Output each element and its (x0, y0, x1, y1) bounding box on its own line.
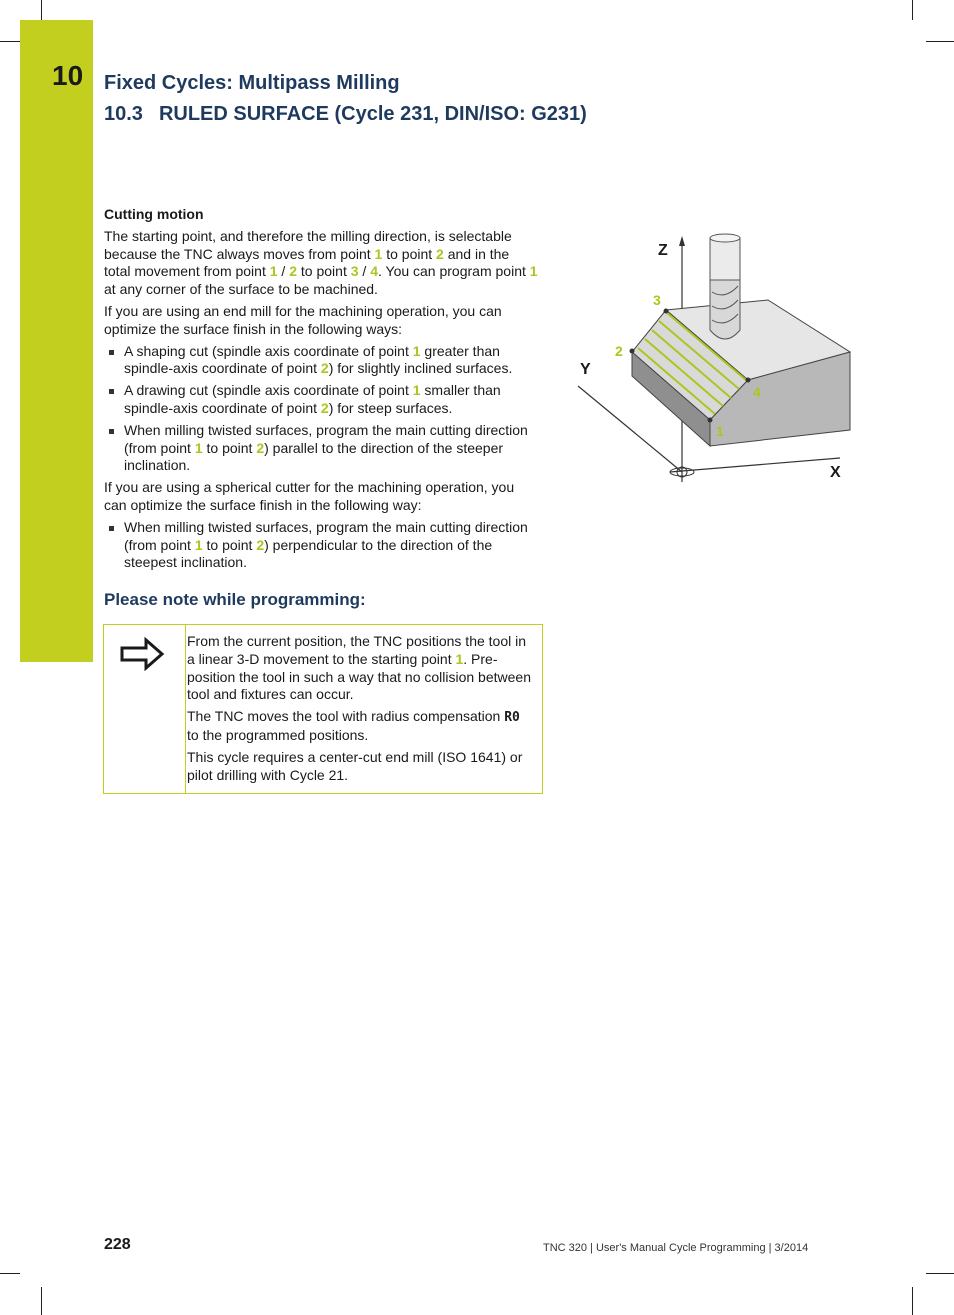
point-ref: 1 (374, 245, 383, 262)
text: / (358, 263, 371, 280)
text: The starting point, and therefore the milling direction, is selectable because the TNC always moves from point (104, 227, 512, 262)
crop-mark (912, 1287, 913, 1315)
axis-label-y: Y (580, 361, 591, 378)
axis-label-x: X (830, 464, 841, 481)
corner-point (630, 349, 635, 354)
point-label-1: 1 (716, 423, 724, 439)
crop-mark (912, 0, 913, 20)
point-label-3: 3 (653, 292, 661, 308)
section-name: RULED SURFACE (Cycle 231, DIN/ISO: G231) (158, 103, 587, 125)
paragraph (104, 228, 539, 299)
list-item (104, 519, 539, 572)
point-ref: 1 (529, 263, 538, 280)
text: to point (202, 439, 257, 456)
text: ) parallel to the direction of the steeper inclination. (124, 439, 504, 474)
list-item (104, 343, 539, 379)
point-ref: 3 (350, 263, 359, 280)
ruled-surface-figure (566, 226, 856, 496)
point-ref: 1 (455, 650, 464, 667)
crop-mark (41, 1287, 42, 1315)
point-ref: 4 (370, 263, 378, 280)
note-divider (185, 625, 186, 793)
text: The TNC moves the tool with radius compensation (187, 708, 505, 725)
point-ref: 2 (289, 263, 298, 280)
corner-point (664, 309, 669, 314)
note-text (187, 633, 535, 788)
section-title (104, 103, 587, 126)
chapter-bar (20, 20, 93, 662)
paragraph (187, 708, 535, 745)
text: to the programmed positions. (187, 726, 369, 743)
point-ref: 1 (194, 536, 203, 553)
end-mill-tool (710, 234, 740, 339)
paragraph: If you are using a spherical cutter for the machining operation, you can optimize the surface finish in the following way: (104, 479, 515, 513)
page-number: 228 (104, 1236, 131, 1253)
crop-mark (41, 0, 42, 20)
text: When milling twisted surfaces, program the main cutting direction (from point (124, 421, 528, 456)
tool-shank (710, 238, 740, 280)
point-ref: 2 (256, 536, 265, 553)
point-ref: 1 (194, 439, 203, 456)
note-box (103, 624, 543, 794)
text: ) for slightly inclined surfaces. (328, 360, 513, 377)
point-ref: 2 (320, 360, 329, 377)
text: A shaping cut (spindle axis coordinate of point (124, 342, 413, 359)
cutting-motion-heading: Cutting motion (104, 206, 204, 222)
bullet-list (104, 519, 539, 572)
point-ref: 2 (320, 399, 329, 416)
text: and in the total movement from point (104, 245, 510, 280)
text: . You can program point (377, 263, 530, 280)
footer-text: TNC 320 | User's Manual Cycle Programming | 3/2014 (543, 1242, 809, 1254)
chapter-title: Fixed Cycles: Multipass Milling (104, 72, 400, 94)
text: . Pre-position the tool in such a way that no collision between tool and fixtures can occur. (187, 650, 531, 703)
list-item (104, 422, 539, 475)
point-ref: 1 (412, 342, 421, 359)
paragraph (187, 633, 535, 704)
corner-point (708, 418, 713, 423)
text: A drawing cut (spindle axis coordinate of point (124, 382, 413, 399)
point-label-2: 2 (615, 343, 623, 359)
text: When milling twisted surfaces, program the main cutting direction (from point (124, 518, 528, 553)
note-heading: Please note while programming: (104, 590, 366, 609)
code-text: R0 (504, 710, 520, 726)
corner-point (746, 378, 751, 383)
main-text (104, 206, 539, 576)
text: ) perpendicular to the direction of the steepest inclination. (124, 536, 493, 571)
text: ) for steep surfaces. (328, 399, 453, 416)
bullet-list (104, 343, 539, 476)
text: / (277, 263, 290, 280)
z-axis-arrow (679, 236, 685, 246)
axis-label-z: Z (658, 242, 668, 259)
crop-mark (926, 41, 954, 42)
point-ref: 1 (412, 382, 421, 399)
text: to point (202, 536, 257, 553)
crop-mark (0, 1273, 20, 1274)
list-item (104, 382, 539, 418)
text: greater than spindle-axis coordinate of point (124, 342, 500, 377)
crop-mark (0, 41, 20, 42)
text: From the current position, the TNC positions the tool in a linear 3-D movement to the starting point (187, 633, 527, 667)
text: at any corner of the surface to be machined. (104, 281, 378, 298)
arrow-right-icon (120, 637, 166, 671)
paragraph: This cycle requires a center-cut end mill (ISO 1641) or pilot drilling with Cycle 21. (187, 748, 523, 783)
text: smaller than spindle-axis coordinate of point (124, 382, 501, 416)
text: to point (297, 263, 351, 280)
x-axis (670, 458, 840, 472)
section-number: 10.3 (104, 103, 143, 125)
chapter-number: 10 (52, 60, 84, 91)
tool-shank-top (710, 234, 740, 242)
point-ref: 1 (269, 263, 278, 280)
point-ref: 2 (256, 439, 265, 456)
text: to point (382, 245, 437, 262)
point-label-4: 4 (753, 384, 761, 400)
crop-mark (926, 1273, 954, 1274)
point-ref: 2 (436, 245, 444, 262)
paragraph: If you are using an end mill for the machining operation, you can optimize the surface finish in the following ways: (104, 302, 502, 337)
